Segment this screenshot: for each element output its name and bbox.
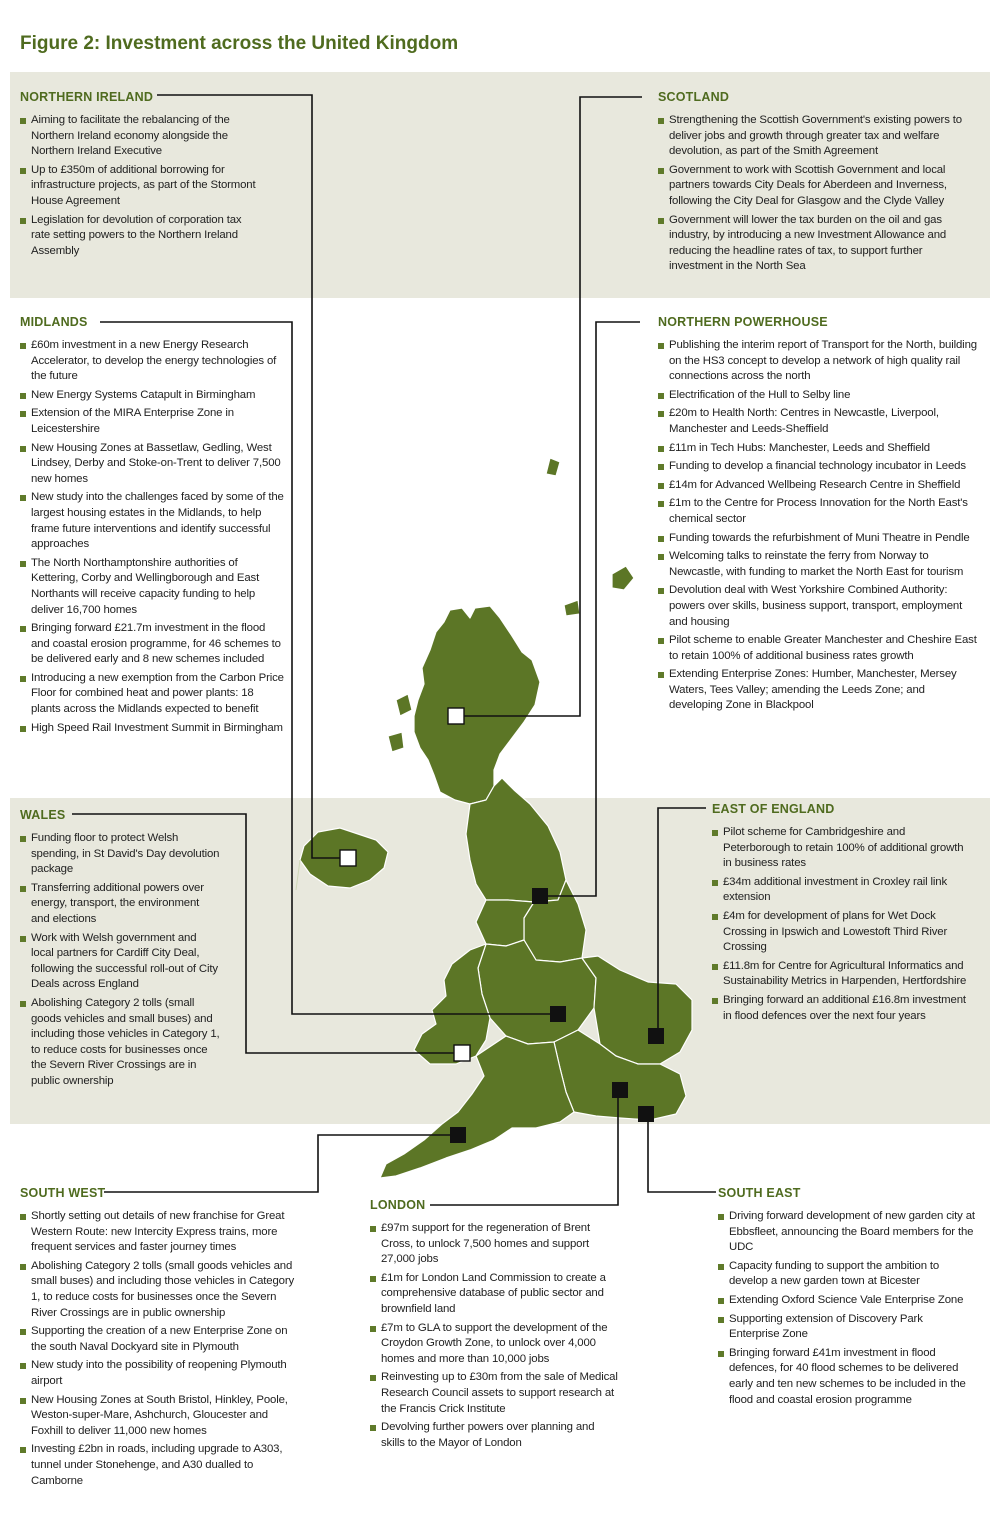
marker-wales [454,1045,470,1061]
list-item: Funding floor to protect Welsh spending, in St David's Day devolution package [20,831,220,878]
list-item: Introducing a new exemption from the Carbon Price Floor for combined heat and power plants: 18 plants across the Midlands expected to benefit [20,671,286,718]
list-item: Supporting the creation of a new Enterprise Zone on the south Naval Dockyard site in Plymouth [20,1324,300,1355]
region-heading: NORTHERN POWERHOUSE [658,315,828,329]
region-midlands [20,315,286,739]
marker-northern-ireland [340,850,356,866]
region-heading: LONDON [370,1198,426,1212]
list-item: Transferring additional powers over energy, transport, the environment and elections [20,881,220,928]
list-item: Investing £2bn in roads, including upgrade to A303, tunnel under Stonehenge, and A30 dualled to Camborne [20,1442,300,1489]
region-northern-powerhouse [658,315,980,717]
list-item: New Housing Zones at South Bristol, Hinkley, Poole, Weston-super-Mare, Ashchurch, Gloucester and Foxhill to deliver 11,000 new homes [20,1393,300,1440]
region-london [370,1198,620,1454]
region-heading: WALES [20,808,66,822]
list-item: Pilot scheme to enable Greater Manchester and Cheshire East to retain 100% of additional business rates growth [658,633,980,664]
list-item: £34m additional investment in Croxley rail link extension [712,875,974,906]
list-item: High Speed Rail Investment Summit in Birmingham [20,721,286,737]
list-item: Abolishing Category 2 tolls (small goods vehicles and small buses) and including those vehicles in Category 1, to reduce costs for businesses once the Severn River Crossings are in public ownership [20,1259,300,1321]
region-south-west [20,1186,300,1492]
ireland-coast-line [296,860,300,890]
region-heading: EAST OF ENGLAND [712,802,835,816]
marker-south-west [450,1127,466,1143]
region-heading: NORTHERN IRELAND [20,90,154,104]
list-item: Work with Welsh government and local partners for Cardiff City Deal, following the successful roll-out of City Deals across England [20,931,220,993]
list-item: £11m in Tech Hubs: Manchester, Leeds and Sheffield [658,441,980,457]
list-item: Bringing forward £21.7m investment in the flood and coastal erosion programme, for 46 schemes to be delivered early and 8 new schemes included [20,621,286,668]
list-item: Supporting extension of Discovery Park Enterprise Zone [718,1312,976,1343]
list-item: Aiming to facilitate the rebalancing of the Northern Ireland economy alongside the Northern Ireland Executive [20,113,260,160]
list-item: £4m for development of plans for Wet Dock Crossing in Ipswich and Lowestoft Third River Crossing [712,909,974,956]
list-item: £11.8m for Centre for Agricultural Informatics and Sustainability Metrics in Harpenden, Hertfordshire [712,959,974,990]
marker-northern-powerhouse [532,888,548,904]
list-item: £20m to Health North: Centres in Newcastle, Liverpool, Manchester and Leeds-Sheffield [658,406,980,437]
list-item: Capacity funding to support the ambition to develop a new garden town at Bicester [718,1259,976,1290]
region-heading: SOUTH WEST [20,1186,106,1200]
list-item: £1m for London Land Commission to create a comprehensive database of public sector and brownfield land [370,1271,620,1318]
marker-south-east [638,1106,654,1122]
region-heading: SOUTH EAST [718,1186,801,1200]
list-item: New Energy Systems Catapult in Birmingham [20,388,286,404]
list-item: Government will lower the tax burden on the oil and gas industry, by introducing a new Investment Allowance and reducing the headline rates of tax, to support further investment in the North Sea [658,213,978,275]
list-item: Abolishing Category 2 tolls (small goods vehicles and small buses) and including those vehicles in Category 1, to reduce costs for businesses once the Severn River Crossings are in public ownership [20,996,220,1090]
list-item: The North Northamptonshire authorities of Kettering, Corby and Wellingborough and East Northants will receive capacity funding to help deliver 16,700 homes [20,556,286,618]
list-item: Electrification of the Hull to Selby line [658,388,980,404]
region-heading: SCOTLAND [658,90,730,104]
list-item: £7m to GLA to support the development of the Croydon Growth Zone, to unlock over 4,000 homes and more than 10,000 jobs [370,1321,620,1368]
list-item: Bringing forward an additional £16.8m investment in flood defences over the next four years [712,993,974,1024]
list-item: Welcoming talks to reinstate the ferry from Norway to Newcastle, with funding to market the North East for tourism [658,549,980,580]
list-item: £60m investment in a new Energy Research Accelerator, to develop the energy technologies of the future [20,338,286,385]
region-northern-ireland [20,90,260,262]
list-item: Publishing the interim report of Transport for the North, building on the HS3 concept to develop a network of high quality rail connections across the north [658,338,980,385]
marker-london [612,1082,628,1098]
list-item: Legislation for devolution of corporation tax rate setting powers to the Northern Ireland Assembly [20,213,260,260]
list-item: Reinvesting up to £30m from the sale of Medical Research Council assets to support research at the Francis Crick Institute [370,1370,620,1417]
figure-title: Figure 2: Investment across the United Kingdom [20,33,459,54]
list-item: New study into the challenges faced by some of the largest housing estates in the Midlands, to help frame future interventions and identify successful approaches [20,490,286,552]
list-item: Pilot scheme for Cambridgeshire and Peterborough to retain 100% of additional growth in business rates [712,825,974,872]
list-item: Up to £350m of additional borrowing for infrastructure projects, as part of the Stormont House Agreement [20,163,260,210]
region-wales [20,808,220,1093]
marker-east-of-england [648,1028,664,1044]
list-item: Devolution deal with West Yorkshire Combined Authority: powers over skills, business support, transport, employment and housing [658,583,980,630]
list-item: £97m support for the regeneration of Brent Cross, to unlock 7,500 homes and support 27,000 jobs [370,1221,620,1268]
list-item: Government to work with Scottish Government and local partners towards City Deals for Aberdeen and Inverness, following the City Deal for Glasgow and the Clyde Valley [658,163,978,210]
uk-mainland [380,458,692,1178]
list-item: Devolving further powers over planning and skills to the Mayor of London [370,1420,620,1451]
list-item: Extension of the MIRA Enterprise Zone in Leicestershire [20,406,286,437]
list-item: New Housing Zones at Bassetlaw, Gedling, West Lindsey, Derby and Stoke-on-Trent to deliver 7,500 new homes [20,441,286,488]
list-item: Shortly setting out details of new franchise for Great Western Route: new Intercity Express trains, more frequent services and faster journey times [20,1209,300,1256]
list-item: Driving forward development of new garden city at Ebbsfleet, announcing the Board members for the UDC [718,1209,976,1256]
marker-midlands [550,1006,566,1022]
list-item: Extending Oxford Science Vale Enterprise Zone [718,1293,976,1309]
list-item: Extending Enterprise Zones: Humber, Manchester, Mersey Waters, Tees Valley; amending the Leeds Zone; and developing Zone in Blackpool [658,667,980,714]
region-scotland [658,90,978,278]
region-south-east [718,1186,976,1411]
list-item: Funding to develop a financial technology incubator in Leeds [658,459,980,475]
list-item: £14m for Advanced Wellbeing Research Centre in Sheffield [658,478,980,494]
marker-scotland [448,708,464,724]
list-item: Funding towards the refurbishment of Muni Theatre in Pendle [658,531,980,547]
list-item: £1m to the Centre for Process Innovation for the North East's chemical sector [658,496,980,527]
region-heading: MIDLANDS [20,315,88,329]
list-item: Strengthening the Scottish Government's existing powers to deliver jobs and growth through greater tax and welfare devolution, as part of the Smith Agreement [658,113,978,160]
list-item: Bringing forward £41m investment in flood defences, for 40 flood schemes to be delivered early and ten new schemes to be included in the flood and coastal erosion programme [718,1346,976,1408]
region-east-of-england [712,802,974,1027]
list-item: New study into the possibility of reopening Plymouth airport [20,1358,300,1389]
